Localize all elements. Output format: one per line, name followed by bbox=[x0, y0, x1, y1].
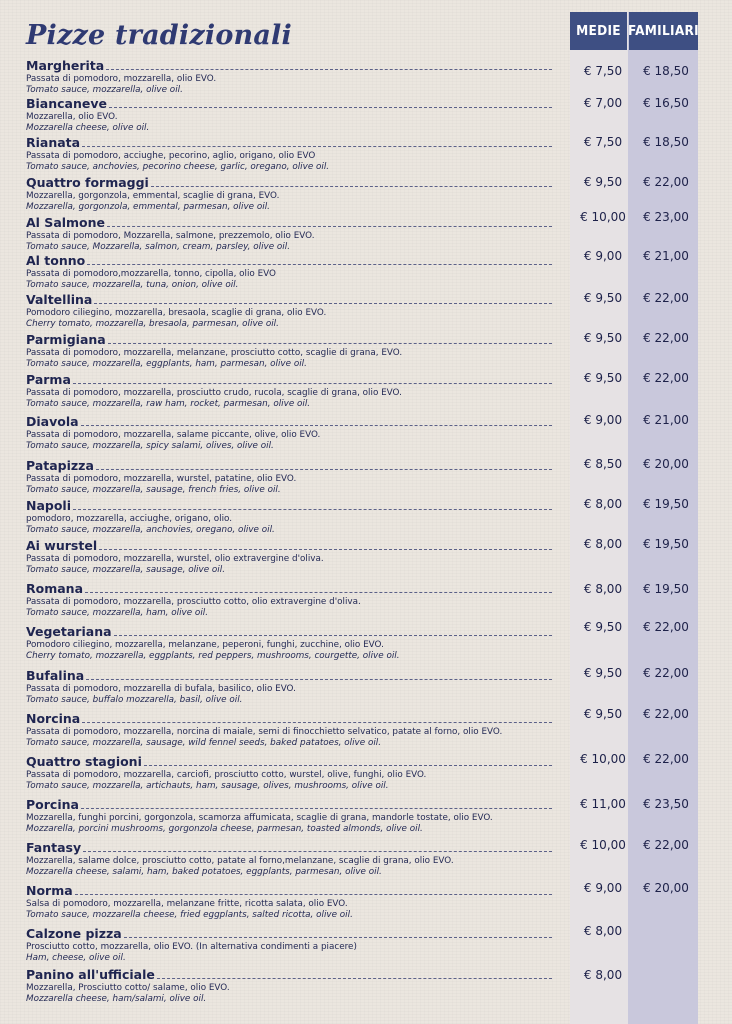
pizza-name: Norma bbox=[26, 883, 73, 898]
price-medie: € 9,50 bbox=[583, 175, 623, 189]
price-medie: € 9,50 bbox=[583, 371, 623, 385]
description-italian: Prosciutto cotto, mozzarella, olio EVO. (In alternativa condimenti a piacere) bbox=[26, 942, 357, 952]
description-italian: Mozzarella, olio EVO. bbox=[26, 112, 118, 122]
price-familiari: € 22,00 bbox=[643, 620, 689, 634]
description-italian: Mozzarella, Prosciutto cotto/ salame, olio EVO. bbox=[26, 983, 230, 993]
pizza-name: Ai wurstel bbox=[26, 538, 98, 553]
menu-item bbox=[26, 98, 726, 134]
price-familiari: € 22,00 bbox=[643, 371, 689, 385]
menu-item bbox=[26, 497, 726, 536]
dotted-leader bbox=[73, 509, 552, 510]
pizza-name: Porcina bbox=[26, 797, 79, 812]
dotted-leader bbox=[107, 226, 552, 227]
price-medie: € 10,00 bbox=[580, 838, 626, 852]
pizza-name: Vegetariana bbox=[26, 624, 112, 639]
pizza-name: Diavola bbox=[26, 414, 79, 429]
price-medie: € 10,00 bbox=[580, 752, 626, 766]
price-medie: € 7,50 bbox=[583, 64, 623, 78]
dotted-leader bbox=[81, 425, 552, 426]
price-familiari: € 22,00 bbox=[643, 175, 689, 189]
description-english: Tomato sauce, mozzarella, ham, olive oil. bbox=[26, 607, 209, 618]
price-medie: € 8,00 bbox=[583, 497, 623, 511]
description-italian: Mozzarella, gorgonzola, emmental, scaglie di grana, EVO. bbox=[26, 191, 280, 201]
description-english: Tomato sauce, mozzarella, spicy salami, olives, olive oil. bbox=[26, 440, 274, 451]
price-medie: € 9,50 bbox=[583, 666, 623, 680]
description-english: Tomato sauce, mozzarella, sausage, french fries, olive oil. bbox=[26, 484, 281, 495]
description-italian: Passata di pomodoro, mozzarella di bufala, basilico, olio EVO. bbox=[26, 684, 296, 694]
description-italian: Passata di pomodoro, mozzarella, olio EVO. bbox=[26, 74, 217, 84]
description-italian: pomodoro, mozzarella, acciughe, origano, olio. bbox=[26, 514, 233, 524]
price-familiari: € 19,50 bbox=[643, 497, 689, 511]
pizza-name: Parmigiana bbox=[26, 332, 106, 347]
description-italian: Salsa di pomodoro, mozzarella, melanzane fritte, ricotta salata, olio EVO. bbox=[26, 899, 348, 909]
price-familiari: € 18,50 bbox=[643, 64, 689, 78]
description-italian: Passata di pomodoro, mozzarella, prosciutto crudo, rucola, scaglie di grana, olio EVO. bbox=[26, 388, 402, 398]
price-medie: € 9,00 bbox=[583, 249, 623, 263]
pizza-name: Romana bbox=[26, 581, 84, 596]
description-english: Tomato sauce, mozzarella, eggplants, ham, parmesan, olive oil. bbox=[26, 358, 307, 369]
price-medie: € 9,50 bbox=[583, 291, 623, 305]
dotted-leader bbox=[124, 937, 552, 938]
description-english: Tomato sauce, buffalo mozzarella, basil, olive oil. bbox=[26, 694, 243, 705]
price-medie: € 8,00 bbox=[583, 924, 623, 938]
menu-item bbox=[26, 249, 726, 291]
dotted-leader bbox=[99, 549, 552, 550]
menu-item bbox=[26, 537, 726, 576]
price-medie: € 8,00 bbox=[583, 968, 623, 982]
price-medie: € 9,50 bbox=[583, 620, 623, 634]
description-italian: Passata di pomodoro, mozzarella, carciofi, prosciutto cotto, wurstel, olive, funghi, olio EVO. bbox=[26, 770, 427, 780]
menu-item bbox=[26, 924, 726, 964]
price-familiari: € 18,50 bbox=[643, 135, 689, 149]
dotted-leader bbox=[86, 679, 552, 680]
description-english: Tomato sauce, mozzarella, sausage, wild fennel seeds, baked patatoes, olive oil. bbox=[26, 737, 382, 748]
dotted-leader bbox=[73, 383, 552, 384]
dotted-leader bbox=[82, 722, 552, 723]
description-english: Mozzarella, gorgonzola, emmental, parmesan, olive oil. bbox=[26, 201, 270, 212]
menu-item bbox=[26, 457, 726, 496]
dotted-leader bbox=[82, 146, 552, 147]
menu-item bbox=[26, 413, 726, 452]
dotted-leader bbox=[151, 186, 552, 187]
description-italian: Passata di pomodoro, acciughe, pecorino, aglio, origano, olio EVO bbox=[26, 151, 316, 161]
price-medie: € 8,00 bbox=[583, 537, 623, 551]
description-italian: Passata di pomodoro,mozzarella, tonno, cipolla, olio EVO bbox=[26, 269, 276, 279]
menu-item bbox=[26, 881, 726, 921]
menu-item bbox=[26, 838, 726, 878]
dotted-leader bbox=[87, 264, 552, 265]
description-italian: Passata di pomodoro, mozzarella, melanzane, prosciutto cotto, scaglie di grana, EVO. bbox=[26, 348, 403, 358]
pizza-name: Patapizza bbox=[26, 458, 94, 473]
description-english: Ham, cheese, olive oil. bbox=[26, 952, 126, 963]
description-italian: Mozzarella, salame dolce, prosciutto cotto, patate al forno,melanzane, scaglie di grana, olio EVO. bbox=[26, 856, 454, 866]
pizza-name: Al Salmone bbox=[26, 215, 106, 230]
pizza-name: Parma bbox=[26, 372, 71, 387]
description-italian: Pomodoro ciliegino, mozzarella, melanzane, peperoni, funghi, zucchine, olio EVO. bbox=[26, 640, 384, 650]
menu-item bbox=[26, 371, 726, 410]
price-familiari: € 23,50 bbox=[643, 797, 689, 811]
pizza-name: Valtellina bbox=[26, 292, 93, 307]
dotted-leader bbox=[157, 978, 552, 979]
description-english: Tomato sauce, Mozzarella, salmon, cream, parsley, olive oil. bbox=[26, 241, 290, 252]
price-familiari: € 22,00 bbox=[643, 331, 689, 345]
description-italian: Passata di pomodoro, mozzarella, wurstel, olio extravergine d'oliva. bbox=[26, 554, 324, 564]
description-english: Tomato sauce, mozzarella, sausage, olive oil. bbox=[26, 564, 225, 575]
price-familiari: € 22,00 bbox=[643, 752, 689, 766]
pizza-name: Biancaneve bbox=[26, 96, 107, 111]
price-familiari: € 22,00 bbox=[643, 291, 689, 305]
familiari-column-header: FAMILIARI bbox=[629, 12, 698, 50]
price-familiari: € 19,50 bbox=[643, 582, 689, 596]
description-italian: Passata di pomodoro, mozzarella, salame piccante, olive, olio EVO. bbox=[26, 430, 321, 440]
price-medie: € 9,50 bbox=[583, 707, 623, 721]
menu-item bbox=[26, 707, 726, 749]
price-familiari: € 19,50 bbox=[643, 537, 689, 551]
dotted-leader bbox=[114, 635, 552, 636]
description-english: Tomato sauce, mozzarella, olive oil. bbox=[26, 84, 183, 95]
menu-item bbox=[26, 331, 726, 370]
description-english: Tomato sauce, anchovies, pecorino cheese, garlic, oregano, olive oil. bbox=[26, 161, 330, 172]
menu-item bbox=[26, 210, 726, 253]
price-familiari: € 21,00 bbox=[643, 249, 689, 263]
price-medie: € 7,50 bbox=[583, 135, 623, 149]
price-familiari: € 21,00 bbox=[643, 413, 689, 427]
pizza-name: Quattro formaggi bbox=[26, 175, 149, 190]
description-italian: Passata di pomodoro, mozzarella, wurstel, patatine, olio EVO. bbox=[26, 474, 297, 484]
dotted-leader bbox=[81, 808, 552, 809]
dotted-leader bbox=[83, 851, 552, 852]
description-english: Tomato sauce, mozzarella, raw ham, rocket, parmesan, olive oil. bbox=[26, 398, 311, 409]
description-english: Mozzarella cheese, ham/salami, olive oil. bbox=[26, 993, 207, 1004]
dotted-leader bbox=[96, 469, 552, 470]
price-medie: € 8,50 bbox=[583, 457, 623, 471]
menu-item bbox=[26, 752, 726, 792]
description-italian: Mozzarella, funghi porcini, gorgonzola, scamorza affumicata, scaglie di grana, mandorle tostate, olio EVO. bbox=[26, 813, 493, 823]
pizza-name: Calzone pizza bbox=[26, 926, 122, 941]
price-medie: € 9,00 bbox=[583, 881, 623, 895]
description-italian: Pomodoro ciliegino, mozzarella, bresaola, scaglie di grana, olio EVO. bbox=[26, 308, 327, 318]
dotted-leader bbox=[144, 765, 552, 766]
medie-column-header: MEDIE bbox=[570, 12, 627, 50]
description-english: Tomato sauce, mozzarella cheese, fried eggplants, salted ricotta, olive oil. bbox=[26, 909, 353, 920]
pizza-name: Norcina bbox=[26, 711, 81, 726]
description-english: Mozzarella, porcini mushrooms, gorgonzola cheese, parmesan, toasted almonds, olive oil. bbox=[26, 823, 423, 834]
price-familiari: € 20,00 bbox=[643, 881, 689, 895]
price-familiari: € 22,00 bbox=[643, 838, 689, 852]
menu-item bbox=[26, 291, 726, 330]
dotted-leader bbox=[108, 343, 552, 344]
pizza-name: Napoli bbox=[26, 498, 72, 513]
price-medie: € 8,00 bbox=[583, 582, 623, 596]
description-english: Tomato sauce, mozzarella, artichauts, ham, sausage, olives, mushrooms, olive oil. bbox=[26, 780, 389, 791]
price-familiari: € 22,00 bbox=[643, 666, 689, 680]
pizza-name: Bufalina bbox=[26, 668, 85, 683]
menu-item bbox=[26, 60, 726, 96]
description-english: Mozzarella cheese, olive oil. bbox=[26, 122, 150, 133]
menu-item bbox=[26, 620, 726, 662]
menu-item bbox=[26, 799, 726, 835]
pizza-name: Al tonno bbox=[26, 253, 86, 268]
pizza-name: Quattro stagioni bbox=[26, 754, 142, 769]
description-italian: Passata di pomodoro, mozzarella, prosciutto cotto, olio extravergine d'oliva. bbox=[26, 597, 361, 607]
description-english: Tomato sauce, mozzarella, anchovies, oregano, olive oil. bbox=[26, 524, 275, 535]
dotted-leader bbox=[85, 592, 552, 593]
menu-item bbox=[26, 177, 726, 213]
dotted-leader bbox=[106, 69, 552, 70]
dotted-leader bbox=[109, 107, 552, 108]
price-familiari: € 22,00 bbox=[643, 707, 689, 721]
menu-item bbox=[26, 583, 726, 619]
price-familiari: € 23,00 bbox=[643, 210, 689, 224]
price-medie: € 11,00 bbox=[580, 797, 626, 811]
menu-item bbox=[26, 666, 726, 706]
pizza-name: Margherita bbox=[26, 58, 105, 73]
description-english: Mozzarella cheese, salami, ham, baked potatoes, eggplants, parmesan, olive oil. bbox=[26, 866, 382, 877]
price-familiari: € 16,50 bbox=[643, 96, 689, 110]
price-medie: € 10,00 bbox=[580, 210, 626, 224]
pizza-name: Panino all'ufficiale bbox=[26, 967, 155, 982]
price-medie: € 9,50 bbox=[583, 331, 623, 345]
description-english: Cherry tomato, mozzarella, eggplants, red peppers, mushrooms, courgette, olive oil. bbox=[26, 650, 400, 661]
pizza-name: Rianata bbox=[26, 135, 81, 150]
description-italian: Passata di pomodoro, Mozzarella, salmone, prezzemolo, olio EVO. bbox=[26, 231, 315, 241]
dotted-leader bbox=[94, 303, 552, 304]
price-medie: € 7,00 bbox=[583, 96, 623, 110]
price-medie: € 9,00 bbox=[583, 413, 623, 427]
price-familiari: € 20,00 bbox=[643, 457, 689, 471]
description-english: Tomato sauce, mozzarella, tuna, onion, olive oil. bbox=[26, 279, 239, 290]
menu-title: Pizze tradizionali bbox=[26, 20, 292, 51]
menu-item bbox=[26, 969, 726, 1005]
description-italian: Passata di pomodoro, mozzarella, norcina di maiale, semi di finocchietto selvatico, patate al forno, olio EVO. bbox=[26, 727, 503, 737]
description-english: Cherry tomato, mozzarella, bresaola, parmesan, olive oil. bbox=[26, 318, 279, 329]
dotted-leader bbox=[75, 894, 552, 895]
pizza-name: Fantasy bbox=[26, 840, 82, 855]
menu-item bbox=[26, 137, 726, 173]
